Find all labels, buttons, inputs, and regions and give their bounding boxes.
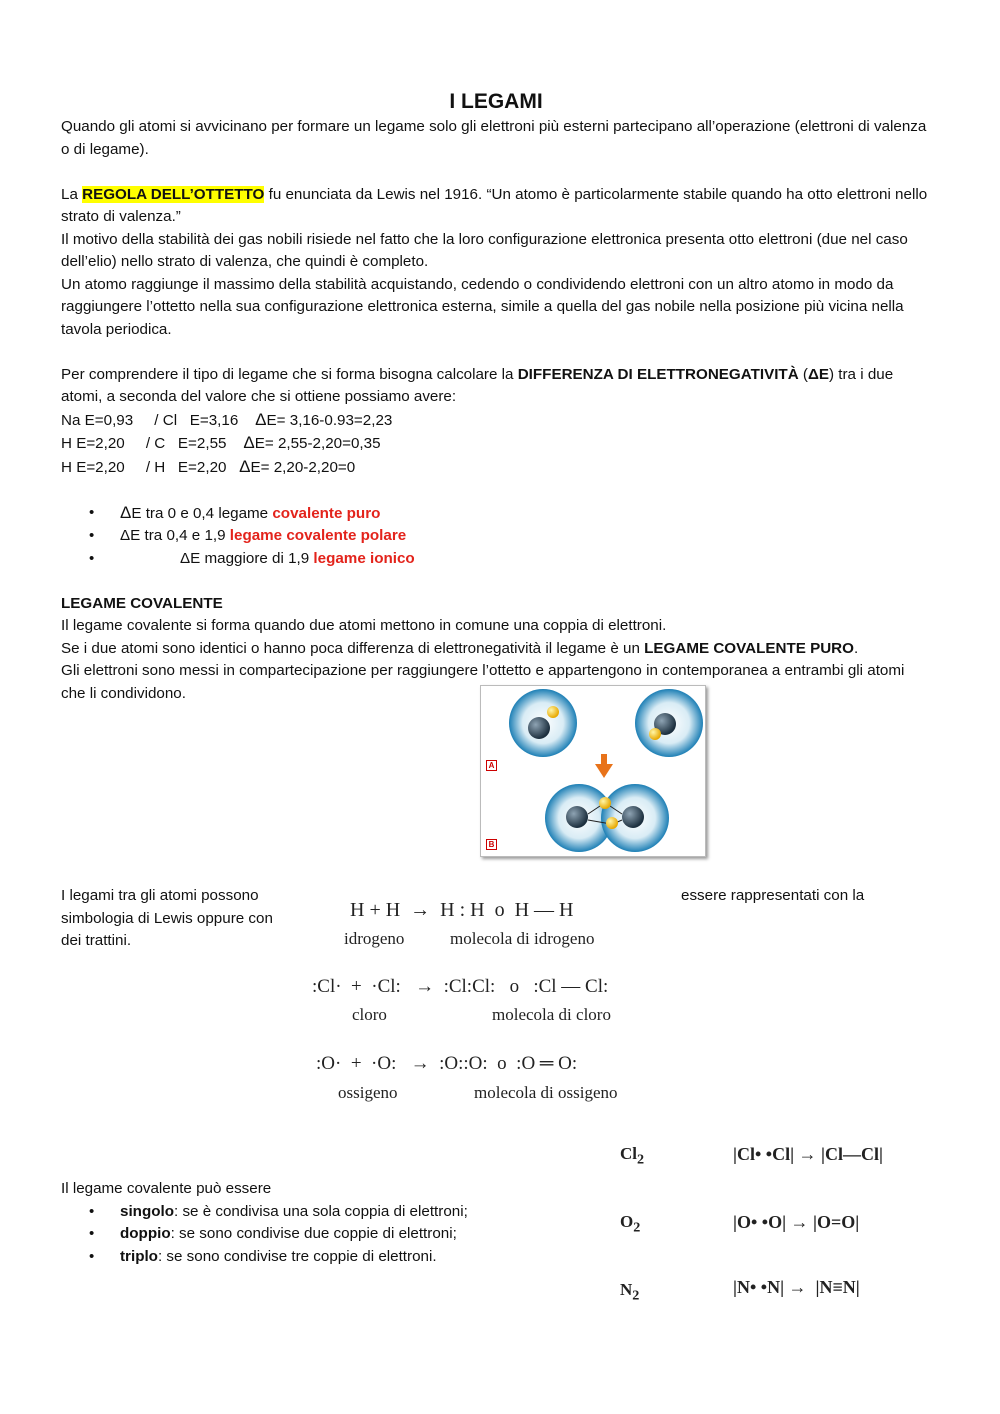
intro-paragraph: Quando gli atomi si avvicinano per formare un legame solo gli elettroni più esterni partecipano all’operazione (elettroni di valenza o di legame).: [61, 118, 927, 158]
electronegativity-term: DIFFERENZA DI ELETTRONEGATIVITÀ: [517, 365, 799, 383]
text: N: [620, 1280, 633, 1299]
example-result: E= 2,20-2,20=0: [250, 458, 356, 476]
electron: [649, 728, 661, 740]
delta-symbol: Δ: [120, 502, 132, 522]
bond-type-term: singolo: [120, 1202, 174, 1220]
list-item: [61, 525, 931, 548]
text: E maggiore di 1,9: [190, 549, 314, 567]
bond-type-label: legame covalente polare: [229, 527, 407, 544]
text: La: [61, 185, 83, 203]
molecule-label: [620, 1144, 644, 1168]
caption: molecola di cloro: [492, 1005, 611, 1024]
oxygen-equation: :O· + ·O: → :O::O: o :O ═ O:: [316, 1053, 578, 1074]
covalent-paragraph: Il legame covalente si forma quando due atomi mettono in comune una coppia di elettroni.: [61, 617, 667, 634]
text: (: [798, 365, 808, 383]
bond-types-section: [61, 1178, 581, 1268]
list-item: [61, 1201, 581, 1224]
bond-types-list: [61, 1201, 581, 1269]
lewis-formula: |O• •O| → |O=O|: [733, 1212, 860, 1232]
arrow-icon: [595, 764, 613, 778]
caption: molecola di ossigeno: [474, 1083, 618, 1102]
bond-type-label: legame ionico: [313, 549, 415, 567]
caption: ossigeno: [338, 1083, 398, 1102]
octet-rule-highlight: REGOLA DELL’OTTETTO: [82, 185, 265, 203]
bond-type-label: covalente puro: [272, 504, 381, 522]
text: E tra 0,4 e 1,9: [130, 527, 230, 544]
figure-label-b: B: [486, 839, 497, 850]
covalent-bond-figure: [480, 685, 706, 857]
text: Per comprendere il tipo di legame che si forma bisogna calcolare la: [61, 365, 518, 383]
text: .: [853, 639, 859, 657]
atom-nucleus: [566, 806, 588, 828]
hydrogen-equation: H + H → H : H o H — H: [350, 899, 574, 921]
subscript: 2: [637, 1151, 645, 1168]
lewis-intro-text-continued: essere rappresentati con la: [681, 887, 865, 904]
text: : se sono condivise due coppie di elettroni;: [170, 1225, 457, 1242]
delta-symbol: Δ: [239, 456, 251, 476]
example-atoms: H E=2,20 / C E=2,55: [61, 435, 244, 452]
delta-symbol: Δ: [243, 433, 255, 452]
list-item: [61, 548, 931, 571]
text: Cl: [620, 1144, 637, 1163]
covalent-bond-illustration: [481, 686, 705, 856]
text: E tra 0 e 0,4 legame: [131, 504, 273, 522]
molecule-label: [620, 1212, 640, 1236]
chlorine-equation: :Cl· + ·Cl: → :Cl:Cl: o :Cl — Cl:: [312, 976, 609, 997]
text: : se sono condivise tre coppie di elettroni.: [157, 1247, 437, 1265]
text: fu enunciata da Lewis nel 1916. “Un atomo è particolarmente stabile quando ha otto elettroni nello strato di valenza.”: [61, 185, 928, 225]
sharing-paragraph: Gli elettroni sono messi in compartecipazione per raggiungere l’ottetto e appartengono in contemporanea a entrambi gli atomi che li condividono.: [61, 662, 905, 702]
delta-e-symbol: ΔE: [807, 365, 829, 383]
stability-paragraph: Un atomo raggiunge il massimo della stabilità acquistando, cedendo o condividendo elettroni con un altro atomo in modo da raggiungere l’ottetto nella sua configurazione elettronica esterna, simile a quella del gas nobile nella posizione più vicina nella tavola periodica.: [61, 275, 904, 338]
lewis-formula: |N• •N| → |N≡N|: [733, 1277, 860, 1297]
lewis-intro-text: I legami tra gli atomi possono simbologia di Lewis oppure con dei trattini.: [61, 887, 273, 949]
figure-label-a: A: [486, 760, 497, 771]
covalent-pure-term: LEGAME COVALENTE PURO: [644, 639, 854, 657]
text: Se i due atomi sono identici o hanno poca differenza di elettronegatività il legame è un: [61, 639, 645, 657]
atom-nucleus: [528, 717, 550, 739]
electron: [606, 817, 618, 829]
example-result: E= 3,16-0.93=2,23: [266, 411, 393, 429]
covalent-pure-paragraph: [61, 638, 931, 661]
lewis-structures-diagram: [302, 893, 672, 1108]
example-row: [61, 456, 931, 480]
bond-range-list: [61, 502, 931, 571]
bond-type-term: triplo: [120, 1247, 158, 1265]
list-item: [61, 1223, 581, 1246]
lewis-formula: |Cl• •Cl| → |Cl—Cl|: [733, 1144, 883, 1164]
molecule-formula-table: [615, 1140, 945, 1310]
example-row: [61, 432, 931, 456]
covalent-heading: LEGAME COVALENTE: [61, 594, 223, 612]
example-atoms: Na E=0,93 / Cl E=3,16: [61, 411, 256, 429]
noble-gas-paragraph: Il motivo della stabilità dei gas nobili risiede nel fatto che la loro configurazione elettronica presenta otto elettroni (due nel caso dell’elio) nello strato di valenza, che quindi è completo.: [61, 230, 908, 270]
atom-nucleus: [622, 806, 644, 828]
list-item: [61, 1246, 581, 1269]
caption: molecola di idrogeno: [450, 929, 595, 948]
caption: cloro: [352, 1005, 387, 1024]
text: : se è condivisa una sola coppia di elettroni;: [174, 1202, 468, 1220]
list-item: [61, 502, 931, 526]
electronegativity-paragraph: [61, 364, 931, 409]
electron: [599, 797, 611, 809]
document-page: [61, 88, 931, 705]
caption: idrogeno: [344, 929, 405, 948]
subscript: 2: [633, 1219, 641, 1236]
electron: [547, 706, 559, 718]
delta-symbol: Δ: [180, 549, 191, 567]
octet-rule-paragraph: [61, 184, 931, 229]
example-atoms: H E=2,20 / H E=2,20: [61, 458, 240, 476]
bond-types-intro: Il legame covalente può essere: [61, 1180, 272, 1197]
delta-symbol: Δ: [120, 527, 131, 544]
bond-type-term: doppio: [120, 1225, 171, 1242]
example-result: E= 2,55-2,20=0,35: [254, 435, 381, 452]
delta-symbol: Δ: [255, 409, 267, 429]
molecule-label: [620, 1280, 639, 1304]
subscript: 2: [632, 1287, 640, 1304]
page-title: I LEGAMI: [449, 90, 543, 113]
example-row: [61, 409, 931, 433]
text: O: [620, 1212, 634, 1231]
text: ) tra i due atomi, a seconda del valore che si ottiene possiamo avere:: [61, 365, 894, 405]
